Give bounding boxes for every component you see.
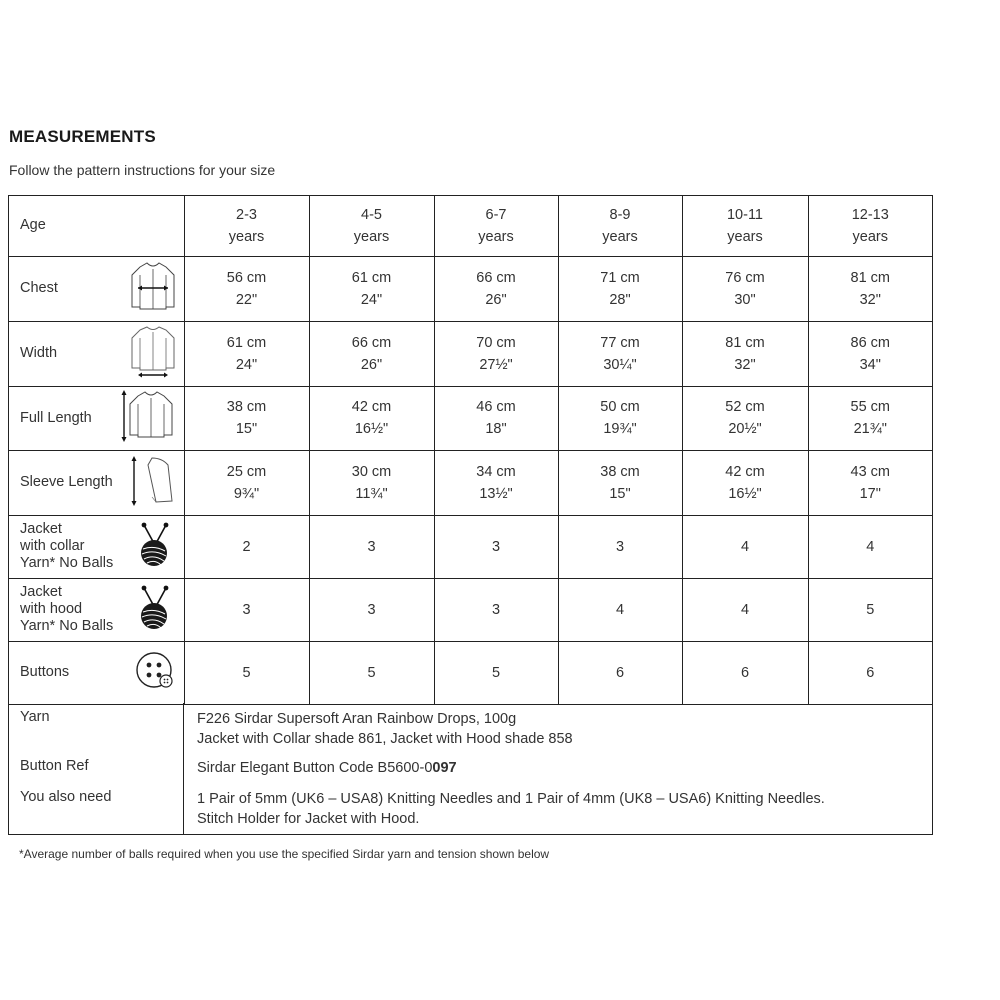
row-label: Full Length (20, 409, 92, 426)
value-cell (682, 450, 808, 515)
size-range: 8-9 (609, 206, 631, 223)
value-cell (434, 321, 558, 386)
value-inch: 20½" (728, 421, 762, 437)
row-label: Chest (20, 280, 58, 296)
value-inch: 21¾" (853, 421, 887, 437)
value-cm: 61 cm (226, 334, 267, 351)
value-cell: 4 (808, 515, 932, 578)
value-cell (309, 386, 434, 450)
value-cell (184, 386, 309, 450)
value-cell (434, 450, 558, 515)
collar-balls-label-cell (9, 515, 184, 578)
value-cm: 30 cm (351, 463, 392, 480)
value-inch: 24" (235, 356, 258, 373)
value-cell: 3 (434, 578, 558, 641)
age-header-row (9, 196, 932, 256)
value-inch: 32" (859, 291, 881, 308)
value-cell: 4 (558, 578, 682, 641)
size-range: 6-7 (485, 206, 507, 223)
value-cell (682, 386, 808, 450)
hood-balls-row (9, 578, 932, 641)
sleeve-length-label-cell (9, 450, 184, 515)
yarn-line: Jacket with Collar shade 861, Jacket with Hood shade 858 (197, 731, 573, 747)
value-inch: 16½" (728, 485, 762, 502)
size-header-cell (434, 196, 558, 256)
button-icon (134, 650, 176, 696)
value-inch: 16½" (354, 421, 389, 437)
value-inch: 19¾" (603, 421, 637, 437)
value-cell: 3 (309, 578, 434, 641)
value-cm: 42 cm (351, 399, 392, 415)
value-inch: 9¾" (233, 485, 260, 502)
value-cm: 86 cm (850, 334, 890, 351)
value-cm: 70 cm (476, 334, 516, 351)
jacket-chest-icon (130, 261, 176, 317)
value-cm: 76 cm (725, 269, 765, 286)
value-inch: 24" (360, 291, 383, 308)
materials-divider (183, 703, 184, 834)
size-header-cell (682, 196, 808, 256)
value-cell (682, 321, 808, 386)
size-range: 10-11 (726, 206, 763, 223)
value-cell (309, 450, 434, 515)
value-cell: 2 (184, 515, 309, 578)
value-inch: 15" (609, 485, 631, 502)
size-header-cell (309, 196, 434, 256)
value-inch: 32" (734, 356, 756, 373)
value-cell (808, 386, 932, 450)
value-cell: 6 (808, 641, 932, 704)
value-cell (808, 256, 932, 321)
size-unit: years (478, 228, 514, 245)
footnote: *Average number of balls required when you use the specified Sirdar yarn and tension shown below (19, 847, 550, 861)
value-cm: 55 cm (850, 399, 890, 415)
value-cell (558, 450, 682, 515)
size-unit: years (353, 228, 390, 245)
value-cell: 4 (682, 578, 808, 641)
size-range: 4-5 (361, 206, 382, 223)
yarn-value (197, 709, 573, 749)
value-cell: 5 (184, 641, 309, 704)
measurements-table (9, 196, 932, 705)
value-cm: 46 cm (476, 399, 516, 415)
value-inch: 15" (235, 421, 258, 437)
sleeve-length-icon (130, 455, 176, 511)
value-cm: 66 cm (476, 269, 516, 286)
value-cell (184, 450, 309, 515)
label-line: Jacket (20, 521, 62, 537)
size-range: 2-3 (236, 206, 257, 223)
value-inch: 22" (235, 291, 258, 308)
collar-balls-row (9, 515, 932, 578)
chest-row (9, 256, 932, 321)
also-need-line: Stitch Holder for Jacket with Hood. (197, 811, 420, 827)
label-line: with hood (20, 601, 83, 617)
value-cm: 43 cm (850, 463, 890, 480)
row-label: Buttons (20, 664, 70, 680)
also-need-line: 1 Pair of 5mm (UK6 – USA8) Knitting Needles and 1 Pair of 4mm (UK8 – USA6) Knitting Needles. (197, 791, 825, 807)
page-title: MEASUREMENTS (9, 127, 156, 146)
value-cell (434, 386, 558, 450)
hood-balls-label-cell (9, 578, 184, 641)
value-cell: 3 (309, 515, 434, 578)
jacket-width-icon (130, 326, 176, 382)
button-ref-label: Button Ref (20, 758, 89, 774)
button-code-prefix: Sirdar Elegant Button Code B5600-0 (197, 760, 433, 776)
label-line: Jacket (20, 584, 62, 600)
age-label-cell (9, 196, 184, 256)
size-unit: years (602, 228, 638, 245)
value-cell (184, 256, 309, 321)
value-inch: 13½" (479, 485, 513, 502)
label-line: Yarn* No Balls (20, 555, 114, 571)
value-cell: 3 (184, 578, 309, 641)
value-cell: 3 (558, 515, 682, 578)
width-row (9, 321, 932, 386)
value-cell: 4 (682, 515, 808, 578)
value-cm: 38 cm (226, 399, 267, 415)
value-cell (309, 321, 434, 386)
value-cm: 66 cm (351, 334, 392, 351)
buttons-row (9, 641, 932, 704)
button-ref-value (197, 758, 457, 778)
value-cm: 61 cm (351, 269, 392, 286)
value-cell (558, 386, 682, 450)
value-cm: 50 cm (600, 399, 640, 415)
value-cm: 77 cm (600, 334, 640, 351)
size-unit: years (727, 228, 763, 245)
value-cell (808, 450, 932, 515)
size-range: 12-13 (851, 206, 889, 223)
value-cell (682, 256, 808, 321)
value-cell: 5 (309, 641, 434, 704)
value-cell: 6 (682, 641, 808, 704)
value-cm: 38 cm (600, 463, 640, 480)
value-cm: 25 cm (226, 463, 267, 480)
page-subtitle: Follow the pattern instructions for your size (9, 162, 276, 178)
value-cell (434, 256, 558, 321)
value-cell (558, 321, 682, 386)
value-cm: 81 cm (850, 269, 890, 286)
measurements-sheet (8, 195, 933, 835)
value-cell: 5 (434, 641, 558, 704)
value-inch: 18" (485, 421, 507, 437)
value-inch: 34" (859, 356, 881, 373)
width-label-cell (9, 321, 184, 386)
value-inch: 27½" (479, 356, 513, 373)
value-cm: 71 cm (600, 269, 640, 286)
chest-label-cell (9, 256, 184, 321)
value-inch: 26" (360, 356, 383, 373)
value-cm: 81 cm (725, 334, 765, 351)
value-cell (808, 321, 932, 386)
size-unit: years (852, 228, 888, 245)
size-header-cell (808, 196, 932, 256)
button-code-bold: 097 (432, 760, 457, 776)
yarn-line: F226 Sirdar Supersoft Aran Rainbow Drops, 100g (197, 711, 517, 727)
value-cell (309, 256, 434, 321)
value-inch: 30¼" (603, 356, 637, 373)
value-inch: 17" (859, 485, 881, 502)
value-cell (558, 256, 682, 321)
full-length-row (9, 386, 932, 450)
value-cell: 6 (558, 641, 682, 704)
value-cm: 34 cm (476, 463, 516, 480)
also-need-value (197, 789, 825, 829)
row-label: Width (20, 345, 58, 361)
value-inch: 11¾" (355, 485, 388, 502)
value-cell: 5 (808, 578, 932, 641)
yarn-ball-needles-icon (132, 584, 176, 636)
value-cm: 56 cm (226, 269, 267, 286)
buttons-label-cell (9, 641, 184, 704)
value-inch: 30" (734, 291, 756, 308)
yarn-label: Yarn (20, 709, 50, 725)
size-header-cell (184, 196, 309, 256)
size-unit: years (228, 228, 265, 245)
value-inch: 26" (485, 291, 507, 308)
label-line: with collar (20, 538, 85, 554)
value-cm: 42 cm (725, 463, 765, 480)
also-need-label: You also need (20, 789, 112, 805)
value-inch: 28" (609, 291, 631, 308)
yarn-ball-needles-icon (132, 521, 176, 573)
full-length-label-cell (9, 386, 184, 450)
value-cm: 52 cm (725, 399, 765, 415)
value-cell: 3 (434, 515, 558, 578)
sleeve-length-row (9, 450, 932, 515)
row-label: Sleeve Length (20, 474, 113, 490)
age-label: Age (20, 217, 46, 234)
size-header-cell (558, 196, 682, 256)
jacket-length-icon (120, 389, 176, 447)
label-line: Yarn* No Balls (20, 618, 114, 634)
value-cell (184, 321, 309, 386)
